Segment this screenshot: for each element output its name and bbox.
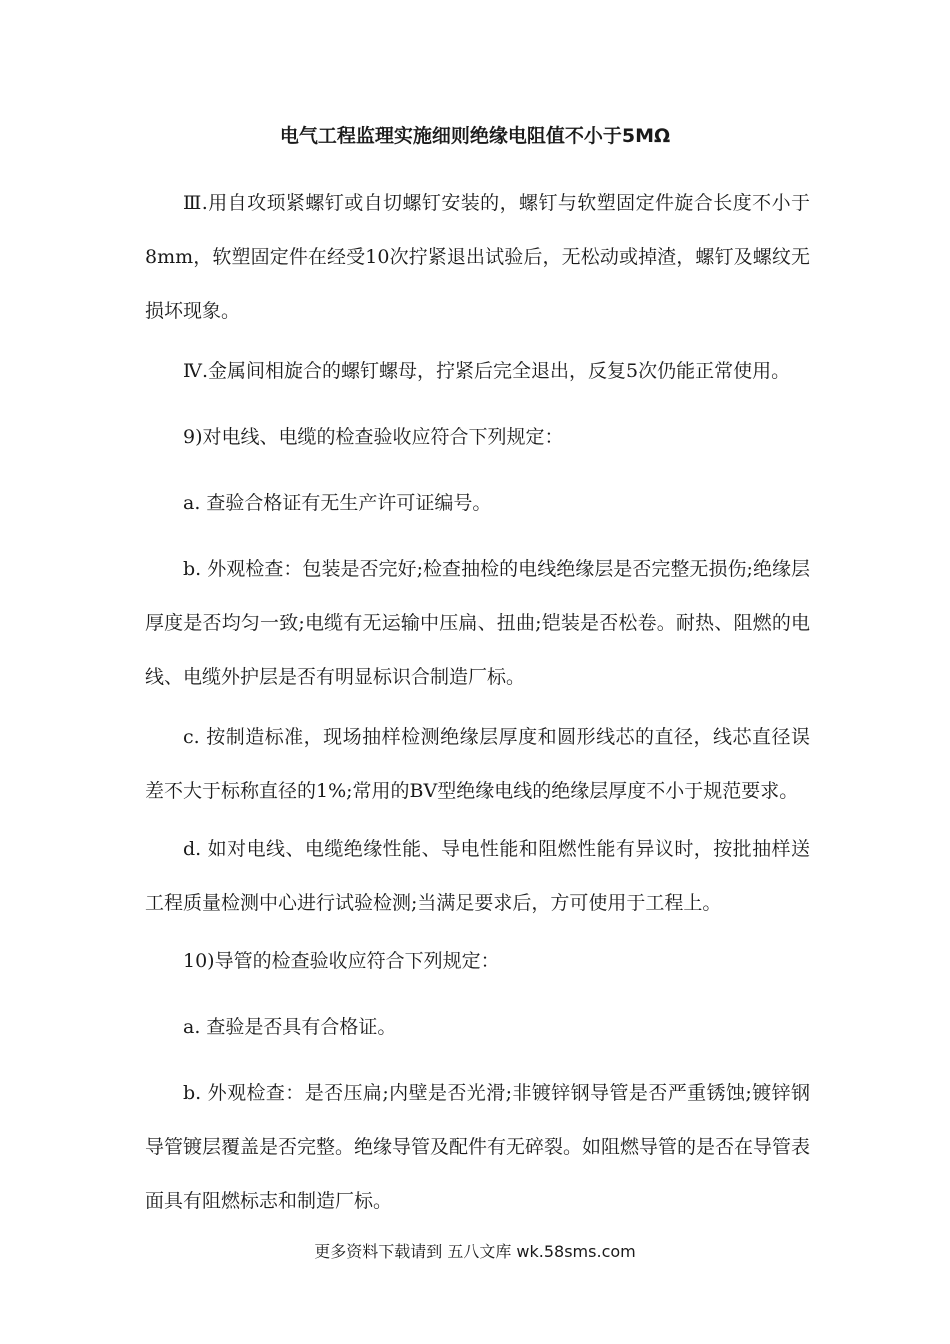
footer-download-link[interactable]: 更多资料下载请到 五八文库 wk.58sms.com <box>314 1242 636 1261</box>
paragraph-8: 10)导管的检查验收应符合下列规定： <box>183 950 500 972</box>
paragraph-5: b. 外观检查：包装是否完好;检查抽检的电线绝缘层是否完整无损伤;绝缘层厚度是否均匀一致;电缆有无运输中压扁、扭曲;铠装是否松卷。耐热、阻燃的电线、电缆外护层是否有明显标识合制造厂标。 <box>145 558 810 688</box>
document-title: 电气工程监理实施细则绝缘电阻值不小于5MΩ <box>279 125 671 147</box>
paragraph-3: 9)对电线、电缆的检查验收应符合下列规定： <box>183 426 564 448</box>
paragraph-6: c. 按制造标准，现场抽样检测绝缘层厚度和圆形线芯的直径，线芯直径误差不大于标称直径的1%;常用的BV型绝缘电线的绝缘层厚度不小于规范要求。 <box>145 726 810 802</box>
paragraph-1: Ⅲ.用自攻顼紧螺钉或自切螺钉安装的，螺钉与软塑固定件旋合长度不小于8mm，软塑固定件在经受10次拧紧退出试验后，无松动或掉渣，螺钉及螺纹无损坏现象。 <box>145 192 810 322</box>
paragraph-7: d. 如对电线、电缆绝缘性能、导电性能和阻燃性能有异议时，按批抽样送工程质量检测中心进行试验检测;当满足要求后，方可使用于工程上。 <box>145 838 810 914</box>
paragraph-2: Ⅳ.金属间相旋合的螺钉螺母，拧紧后完全退出，反复5次仍能正常使用。 <box>183 360 791 382</box>
paragraph-10: b. 外观检查：是否压扁;内壁是否光滑;非镀锌钢导管是否严重锈蚀;镀锌钢导管镀层覆盖是否完整。绝缘导管及配件有无碎裂。如阻燃导管的是否在导管表面具有阻燃标志和制造厂标。 <box>145 1082 811 1212</box>
paragraph-9: a. 查验是否具有合格证。 <box>183 1016 397 1038</box>
paragraph-4: a. 查验合格证有无生产许可证编号。 <box>183 492 492 514</box>
